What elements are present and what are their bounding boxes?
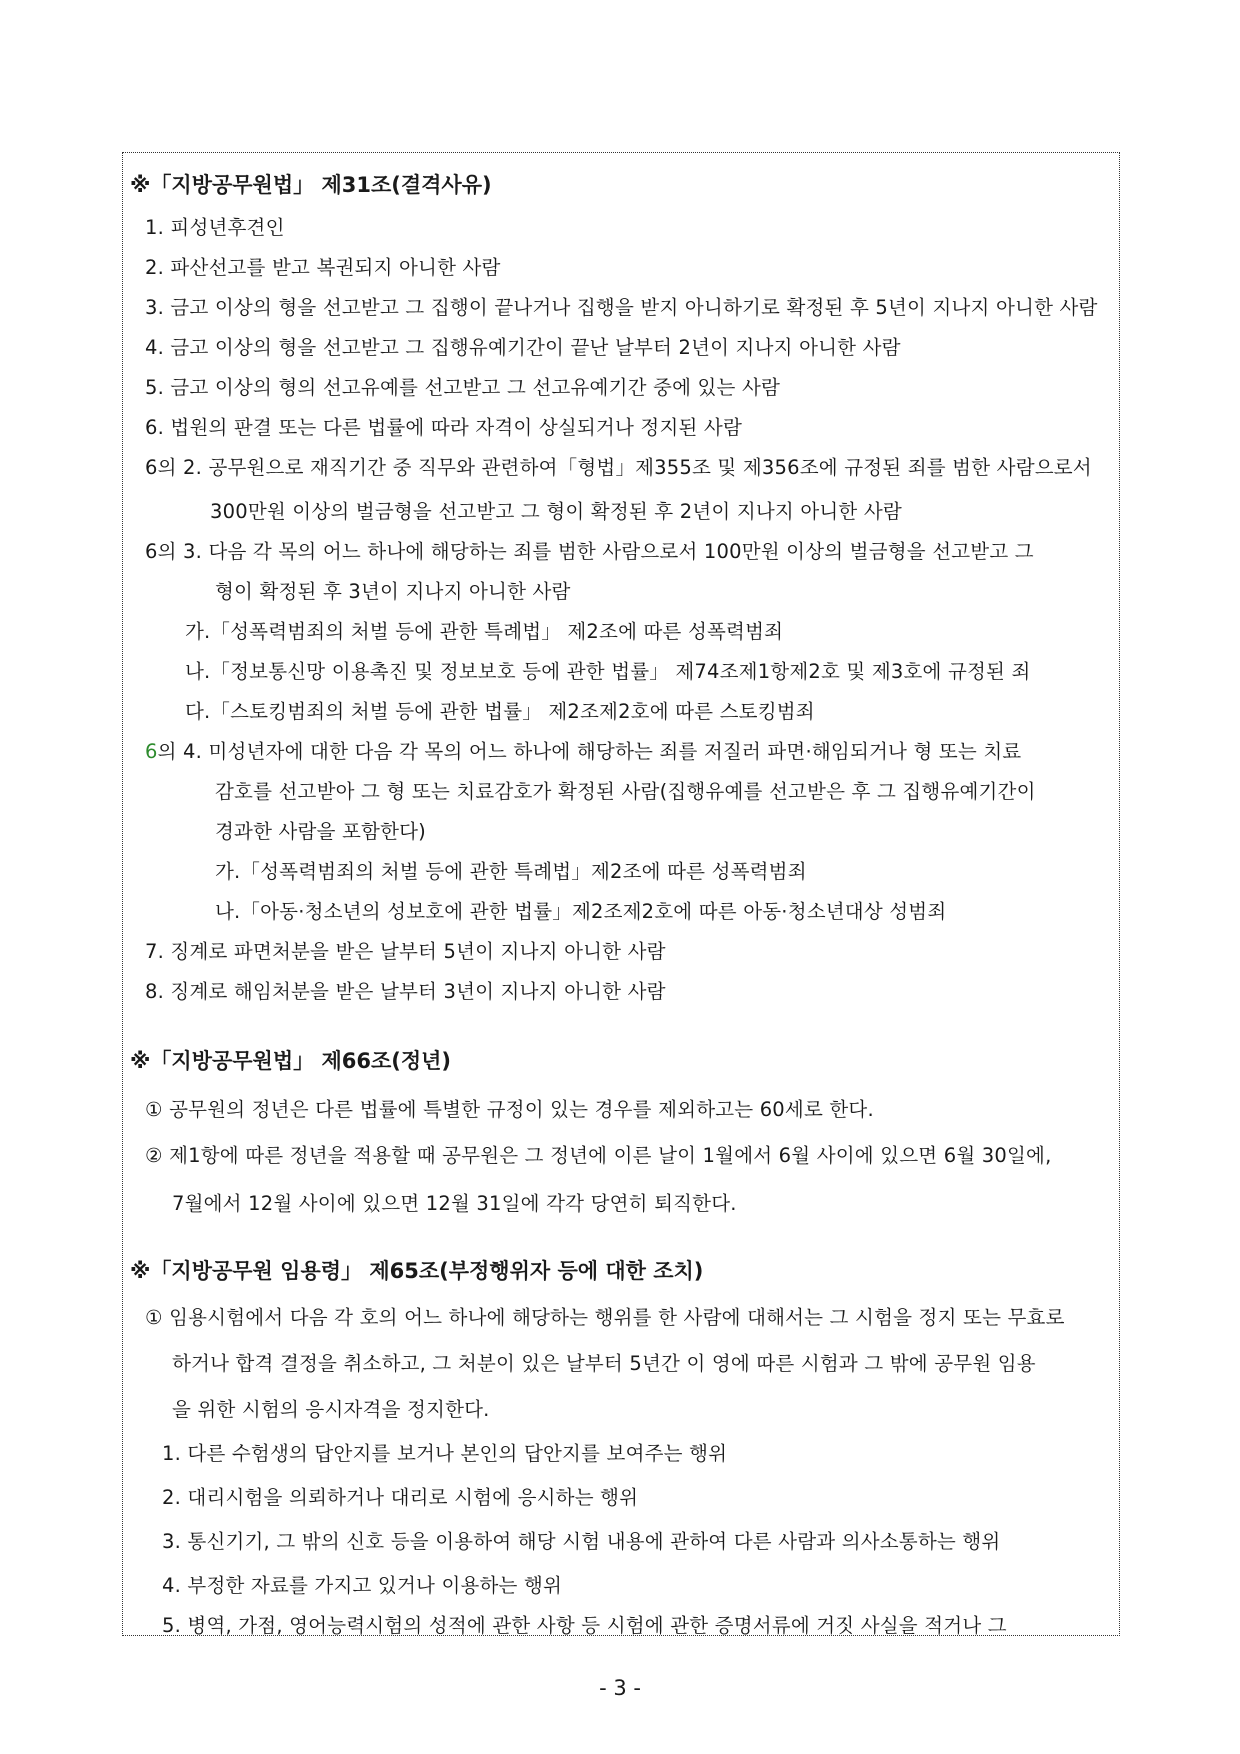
list-item: 2. 대리시험을 의뢰하거나 대리로 시험에 응시하는 행위 bbox=[162, 1486, 639, 1509]
section-heading-31: ※「지방공무원법」 제31조(결격사유) bbox=[130, 173, 492, 197]
list-item: 1. 피성년후견인 bbox=[145, 216, 285, 239]
page-number: - 3 - bbox=[599, 1676, 641, 1700]
list-item: 5. 금고 이상의 형의 선고유예를 선고받고 그 선고유예기간 중에 있는 사람 bbox=[145, 376, 781, 399]
list-item-continuation: 형이 확정된 후 3년이 지나지 아니한 사람 bbox=[215, 580, 571, 603]
list-item: 2. 파산선고를 받고 복권되지 아니한 사람 bbox=[145, 256, 501, 279]
list-item: 6의 2. 공무원으로 재직기간 중 직무와 관련하여「형법」제355조 및 제356조에 규정된 죄를 범한 사람으로서 bbox=[145, 456, 1092, 479]
paragraph-continuation: 하거나 합격 결정을 취소하고, 그 처분이 있은 날부터 5년간 이 영에 따른 시험과 그 밖에 공무원 임용 bbox=[172, 1352, 1036, 1375]
sub-item: 가.「성폭력범죄의 처벌 등에 관한 특례법」제2조에 따른 성폭력범죄 bbox=[215, 860, 807, 883]
list-item-continuation: 경과한 사람을 포함한다) bbox=[215, 820, 426, 843]
list-item: 3. 금고 이상의 형을 선고받고 그 집행이 끝나거나 집행을 받지 아니하기로 확정된 후 5년이 지나지 아니한 사람 bbox=[145, 296, 1098, 319]
list-item: 6의 4. 미성년자에 대한 다음 각 목의 어느 하나에 해당하는 죄를 저질러 파면·해임되거나 형 또는 치료 bbox=[145, 740, 1022, 763]
paragraph: ① 공무원의 정년은 다른 법률에 특별한 규정이 있는 경우를 제외하고는 60세로 한다. bbox=[145, 1098, 874, 1121]
list-item: 6. 법원의 판결 또는 다른 법률에 따라 자격이 상실되거나 정지된 사람 bbox=[145, 416, 742, 439]
paragraph: ① 임용시험에서 다음 각 호의 어느 하나에 해당하는 행위를 한 사람에 대해서는 그 시험을 정지 또는 무효로 bbox=[145, 1306, 1065, 1329]
list-item: 8. 징계로 해임처분을 받은 날부터 3년이 지나지 아니한 사람 bbox=[145, 980, 666, 1003]
list-item-continuation: 300만원 이상의 벌금형을 선고받고 그 형이 확정된 후 2년이 지나지 아니한 사람 bbox=[210, 500, 902, 523]
green-prefix: 6 bbox=[145, 740, 158, 763]
paragraph-continuation: 을 위한 시험의 응시자격을 정지한다. bbox=[172, 1398, 490, 1421]
list-item-continuation: 감호를 선고받아 그 형 또는 치료감호가 확정된 사람(집행유예를 선고받은 후 그 집행유예기간이 bbox=[215, 780, 1036, 803]
section-heading-66: ※「지방공무원법」 제66조(정년) bbox=[130, 1049, 452, 1073]
list-item: 4. 부정한 자료를 가지고 있거나 이용하는 행위 bbox=[162, 1574, 563, 1597]
list-item: 1. 다른 수험생의 답안지를 보거나 본인의 답안지를 보여주는 행위 bbox=[162, 1442, 728, 1465]
section-heading-65: ※「지방공무원 임용령」 제65조(부정행위자 등에 대한 조치) bbox=[130, 1259, 704, 1283]
sub-item: 나.「아동·청소년의 성보호에 관한 법률」제2조제2호에 따른 아동·청소년대상 성범죄 bbox=[215, 900, 947, 923]
list-item: 3. 통신기기, 그 밖의 신호 등을 이용하여 해당 시험 내용에 관하여 다른 사람과 의사소통하는 행위 bbox=[162, 1530, 1001, 1553]
list-item: 5. 병역, 가점, 영어능력시험의 성적에 관한 사항 등 시험에 관한 증명서류에 거짓 사실을 적거나 그 bbox=[162, 1614, 1007, 1637]
list-item: 4. 금고 이상의 형을 선고받고 그 집행유예기간이 끝난 날부터 2년이 지나지 아니한 사람 bbox=[145, 336, 901, 359]
paragraph: ② 제1항에 따른 정년을 적용할 때 공무원은 그 정년에 이른 날이 1월에서 6월 사이에 있으면 6월 30일에, bbox=[145, 1144, 1052, 1167]
paragraph-continuation: 7월에서 12월 사이에 있으면 12월 31일에 각각 당연히 퇴직한다. bbox=[172, 1192, 737, 1215]
list-item: 7. 징계로 파면처분을 받은 날부터 5년이 지나지 아니한 사람 bbox=[145, 940, 666, 963]
sub-item: 나.「정보통신망 이용촉진 및 정보보호 등에 관한 법률」 제74조제1항제2호 및 제3호에 규정된 죄 bbox=[185, 660, 1031, 683]
list-item: 6의 3. 다음 각 목의 어느 하나에 해당하는 죄를 범한 사람으로서 100만원 이상의 벌금형을 선고받고 그 bbox=[145, 540, 1034, 563]
sub-item: 다.「스토킹범죄의 처벌 등에 관한 법률」 제2조제2호에 따른 스토킹범죄 bbox=[185, 700, 815, 723]
sub-item: 가.「성폭력범죄의 처벌 등에 관한 특례법」 제2조에 따른 성폭력범죄 bbox=[185, 620, 784, 643]
